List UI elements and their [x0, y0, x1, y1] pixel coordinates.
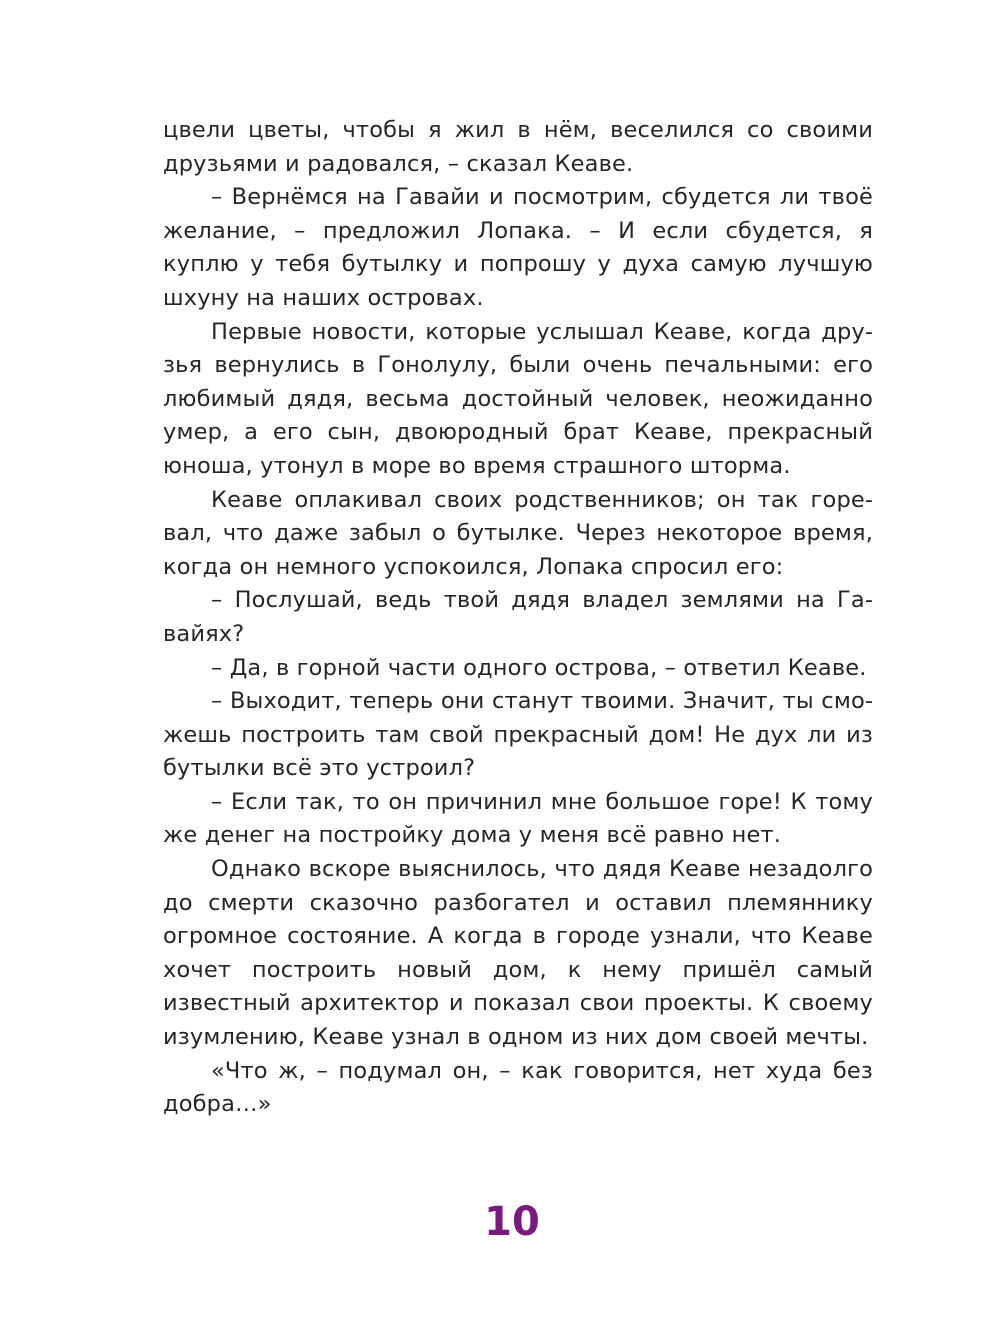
paragraph-8: – Если так, то он причинил мне большое горе! К тому же денег на постройку дома у меня всё равно нет.: [163, 788, 873, 849]
paragraph-10: «Что ж, – подумал он, – как говорится, нет худа без добра…»: [163, 1057, 873, 1118]
page-number: 10: [484, 1199, 540, 1245]
page-text: [163, 114, 873, 1122]
paragraph-9: Однако вскоре выяснилось, что дядя Кеаве незадолго до смерти сказочно разбогател и оставил племяннику огромное состояние. А когда в городе узнали, что Кеаве хочет построить новый дом, к нему пришёл самый известный архитектор и показал свои проекты. К своему изумлению, Кеаве узнал в одном из них дом своей мечты.: [163, 856, 873, 1051]
paragraph-7: – Выходит, теперь они станут твоими. Значит, ты сможешь построить там свой прекрасный дом! Не дух ли из бутылки всё это устроил?: [163, 688, 873, 782]
paragraph-4: Кеаве оплакивал своих родственников; он так горевал, что даже забыл о бутылке. Через некоторое время, когда он немного успокоился, Лопака спросил его:: [163, 486, 873, 580]
paragraph-5: – Послушай, ведь твой дядя владел землями на Гавайях?: [163, 587, 873, 647]
paragraph-2: – Вернёмся на Гавайи и посмотрим, сбудется ли твоё желание, – предложил Лопака. – И если сбудется, я куплю у тебя бутылку и попрошу у духа самую лучшую шхуну на наших островах.: [163, 184, 873, 311]
paragraph-1: цвели цветы, чтобы я жил в нём, веселился со своими друзьями и радовался, – сказал Кеаве.: [163, 117, 873, 177]
paragraph-6: – Да, в горной части одного острова, – ответил Кеаве.: [211, 654, 867, 681]
paragraph-3: Первые новости, которые услышал Кеаве, когда друзья вернулись в Гонолулу, были очень печальными: его любимый дядя, весьма достойный человек, неожиданно умер, а его сын, двоюродный брат Кеаве, прекрасный юноша, утонул в море во время страшного шторма.: [163, 318, 873, 479]
